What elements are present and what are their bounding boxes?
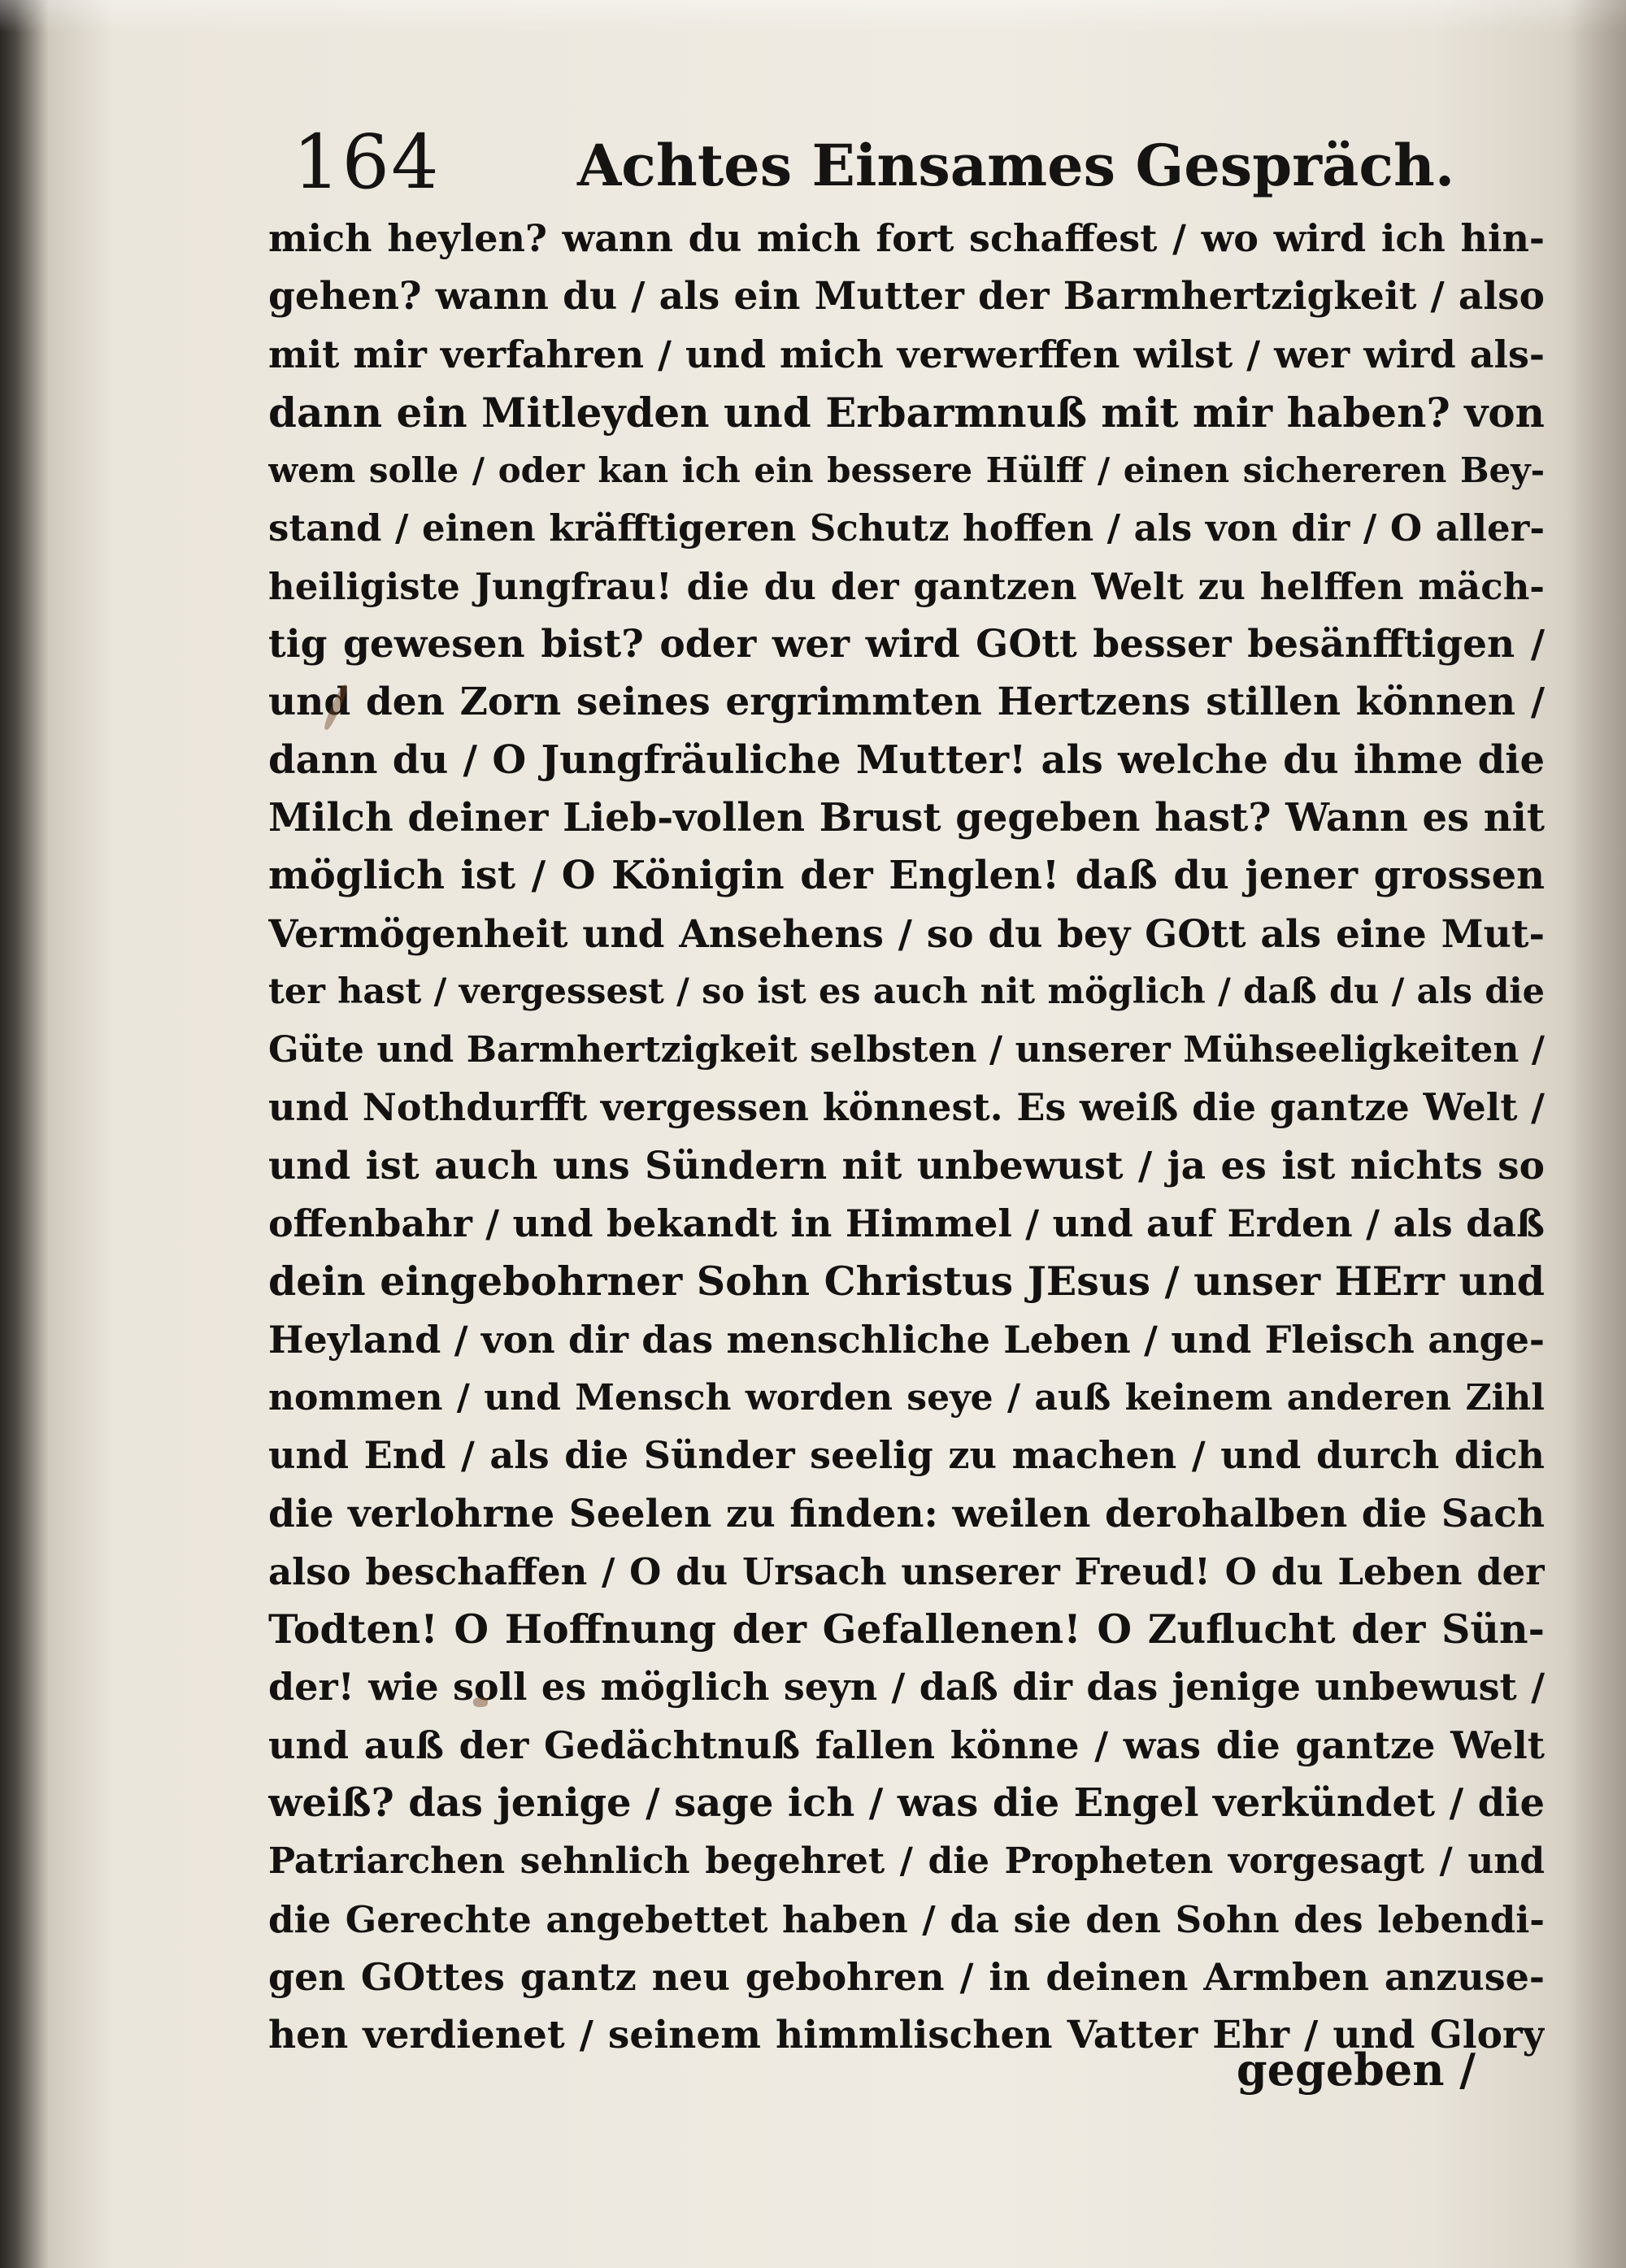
text-line: und ist auch uns Sündern nit unbewust / ja es ist nichts so xyxy=(268,1143,1545,1188)
text-line: gen GOttes gantz neu gebohren / in deinen Armben anzuse- xyxy=(268,1954,1545,1999)
text-line: gehen? wann du / als ein Mutter der Barmhertzigkeit / also xyxy=(268,274,1545,319)
text-line: hen verdienet / seinem himmlischen Vatter Ehr / und Glory xyxy=(268,2013,1545,2058)
ink-stain xyxy=(473,1697,488,1707)
page-edge-shadow xyxy=(1569,0,1626,2268)
text-line: stand / einen kräfftigeren Schutz hoffen / als von dir / O aller- xyxy=(268,506,1545,550)
text-line: also beschaffen / O du Ursach unserer Freud! O du Leben der xyxy=(268,1549,1545,1593)
text-line: dein eingebohrner Sohn Christus JEsus / unser HErr und xyxy=(268,1258,1545,1306)
text-line: und den Zorn seines ergrimmten Hertzens stillen können / xyxy=(268,680,1545,725)
text-line: der! wie soll es möglich seyn / daß dir das jenige unbewust / xyxy=(268,1665,1545,1710)
text-line: weiß? das jenige / sage ich / was die Engel verkündet / die xyxy=(268,1780,1545,1827)
text-line: die Gerechte angebettet haben / da sie den Sohn des lebendi- xyxy=(268,1897,1545,1941)
catchword: gegeben / xyxy=(1236,2044,1476,2096)
page-header xyxy=(293,114,1545,206)
text-line: und End / als die Sünder seelig zu machen / und durch dich xyxy=(268,1433,1545,1478)
text-line: dann ein Mitleyden und Erbarmnuß mit mir haben? von xyxy=(268,388,1545,437)
text-line: und auß der Gedächtnuß fallen könne / was die gantze Welt xyxy=(268,1723,1545,1767)
running-head: Achtes Einsames Gespräch. xyxy=(577,132,1455,199)
body-text xyxy=(268,210,1545,2065)
text-line: Heyland / von dir das menschliche Leben / und Fleisch ange- xyxy=(268,1317,1545,1362)
page-number: 164 xyxy=(293,119,441,206)
text-line: möglich ist / O Königin der Englen! daß du jener grossen xyxy=(268,853,1545,899)
text-line: und Nothdurfft vergessen könnest. Es weiß die gantze Welt / xyxy=(268,1085,1545,1130)
text-line: Todten! O Hoffnung der Gefallenen! O Zuflucht der Sün- xyxy=(268,1605,1545,1653)
text-line: ter hast / vergessest / so ist es auch nit möglich / daß du / als die xyxy=(268,971,1545,1012)
text-line: nommen / und Mensch worden seye / auß keinem anderen Zihl xyxy=(268,1376,1545,1419)
text-line: Güte und Barmhertzigkeit selbsten / unserer Mühseeligkeiten / xyxy=(268,1029,1545,1071)
text-line: offenbahr / und bekandt in Himmel / und auf Erden / als daß xyxy=(268,1201,1545,1246)
text-line: tig gewesen bist? oder wer wird GOtt besser besänfftigen / xyxy=(268,622,1545,667)
text-line: Patriarchen sehnlich begehret / die Propheten vorgesagt / und xyxy=(268,1840,1545,1883)
text-line: mit mir verfahren / und mich verwerffen wilst / wer wird als- xyxy=(268,332,1545,376)
page-edge-highlight xyxy=(0,0,1626,33)
text-line: heiligiste Jungfrau! die du der gantzen Welt zu helffen mäch- xyxy=(268,564,1545,608)
text-line: dann du / O Jungfräuliche Mutter! als welche du ihme die xyxy=(268,736,1545,783)
text-line: Vermögenheit und Ansehens / so du bey GOtt als eine Mut- xyxy=(268,911,1545,957)
text-line: wem solle / oder kan ich ein bessere Hülff / einen sichereren Bey- xyxy=(268,450,1545,491)
text-line: mich heylen? wann du mich fort schaffest / wo wird ich hin- xyxy=(268,216,1545,260)
text-line: Milch deiner Lieb-vollen Brust gegeben hast? Wann es nit xyxy=(268,794,1545,841)
text-line: die verlohrne Seelen zu finden: weilen derohalben die Sach xyxy=(268,1491,1545,1536)
